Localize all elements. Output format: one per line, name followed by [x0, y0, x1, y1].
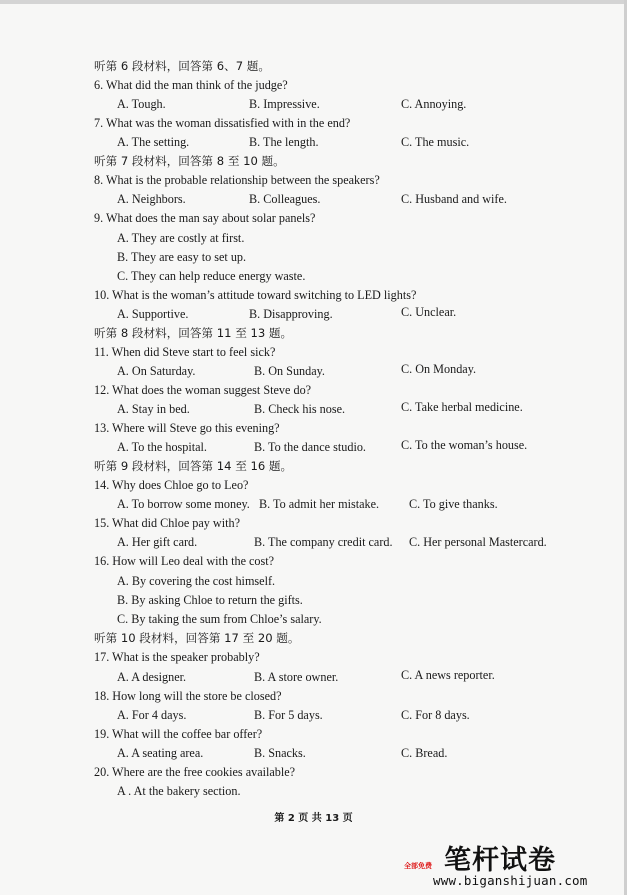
option-13a: A. To the hospital. — [117, 440, 207, 454]
free-tag: 全部免费 — [404, 862, 432, 870]
option-15b: B. The company credit card. — [254, 535, 393, 549]
site-url: www.biganshijuan.com — [433, 873, 588, 888]
option-8c: C. Husband and wife. — [401, 192, 507, 206]
option-6a: A. Tough. — [117, 97, 166, 111]
question-10: 10. What is the woman’s attitude toward switching to LED lights? — [94, 288, 417, 302]
question-17: 17. What is the speaker probably? — [94, 650, 260, 664]
option-6c: C. Annoying. — [401, 97, 467, 111]
question-16: 16. How will Leo deal with the cost? — [94, 554, 275, 568]
question-6: 6. What did the man think of the judge? — [94, 78, 288, 92]
section-heading-9: 听第 9 段材料，回答第 14 至 16 题。 — [94, 459, 293, 473]
option-18c: C. For 8 days. — [401, 708, 470, 722]
option-17a: A. A designer. — [117, 670, 187, 684]
option-14a: A. To borrow some money. — [117, 497, 250, 511]
option-7c: C. The music. — [401, 135, 470, 149]
brand-watermark: 笔杆试卷 — [444, 845, 556, 876]
option-14b: B. To admit her mistake. — [259, 497, 380, 511]
option-19b: B. Snacks. — [254, 746, 306, 760]
option-10a: A. Supportive. — [117, 307, 189, 321]
option-7a: A. The setting. — [117, 135, 190, 149]
question-12: 12. What does the woman suggest Steve do? — [94, 383, 312, 397]
option-13b: B. To the dance studio. — [254, 440, 366, 454]
option-9a: A. They are costly at first. — [117, 231, 245, 245]
question-9: 9. What does the man say about solar panels? — [94, 211, 316, 225]
option-9b: B. They are easy to set up. — [117, 250, 247, 264]
option-9c: C. They can help reduce energy waste. — [117, 269, 306, 283]
option-17c: C. A news reporter. — [401, 668, 495, 682]
option-11a: A. On Saturday. — [117, 364, 196, 378]
option-10c: C. Unclear. — [401, 305, 457, 319]
question-19: 19. What will the coffee bar offer? — [94, 727, 263, 741]
question-14: 14. Why does Chloe go to Leo? — [94, 478, 249, 492]
option-11b: B. On Sunday. — [254, 364, 325, 378]
option-8b: B. Colleagues. — [249, 192, 321, 206]
option-18b: B. For 5 days. — [254, 708, 323, 722]
option-6b: B. Impressive. — [249, 97, 320, 111]
option-12b: B. Check his nose. — [254, 402, 346, 416]
section-heading-8: 听第 8 段材料，回答第 11 至 13 题。 — [94, 326, 293, 340]
sheet-edge-top — [0, 0, 627, 4]
question-18: 18. How long will the store be closed? — [94, 689, 282, 703]
page-number-footer: 第 2 页 共 13 页 — [274, 813, 353, 824]
question-8: 8. What is the probable relationship between the speakers? — [94, 173, 380, 187]
option-19c: C. Bread. — [401, 746, 448, 760]
question-11: 11. When did Steve start to feel sick? — [94, 345, 276, 359]
option-15a: A. Her gift card. — [117, 535, 198, 549]
option-14c: C. To give thanks. — [409, 497, 498, 511]
option-12c: C. Take herbal medicine. — [401, 400, 523, 414]
option-16a: A. By covering the cost himself. — [117, 574, 276, 588]
option-10b: B. Disapproving. — [249, 307, 333, 321]
question-15: 15. What did Chloe pay with? — [94, 516, 240, 530]
option-13c: C. To the woman’s house. — [401, 438, 528, 452]
option-8a: A. Neighbors. — [117, 192, 186, 206]
option-19a: A. A seating area. — [117, 746, 204, 760]
option-18a: A. For 4 days. — [117, 708, 187, 722]
section-heading-10: 听第 10 段材料，回答第 17 至 20 题。 — [94, 631, 300, 645]
option-12a: A. Stay in bed. — [117, 402, 190, 416]
question-7: 7. What was the woman dissatisfied with in the end? — [94, 116, 351, 130]
option-7b: B. The length. — [249, 135, 319, 149]
question-13: 13. Where will Steve go this evening? — [94, 421, 280, 435]
option-11c: C. On Monday. — [401, 362, 477, 376]
option-16b: B. By asking Chloe to return the gifts. — [117, 593, 303, 607]
option-17b: B. A store owner. — [254, 670, 339, 684]
question-20: 20. Where are the free cookies available? — [94, 765, 296, 779]
option-16c: C. By taking the sum from Chloe’s salary. — [117, 612, 322, 626]
section-heading-7: 听第 7 段材料，回答第 8 至 10 题。 — [94, 154, 285, 168]
option-20a: A . At the bakery section. — [117, 784, 241, 798]
section-heading-6: 听第 6 段材料，回答第 6、7 题。 — [94, 59, 270, 73]
option-15c: C. Her personal Mastercard. — [409, 535, 547, 549]
